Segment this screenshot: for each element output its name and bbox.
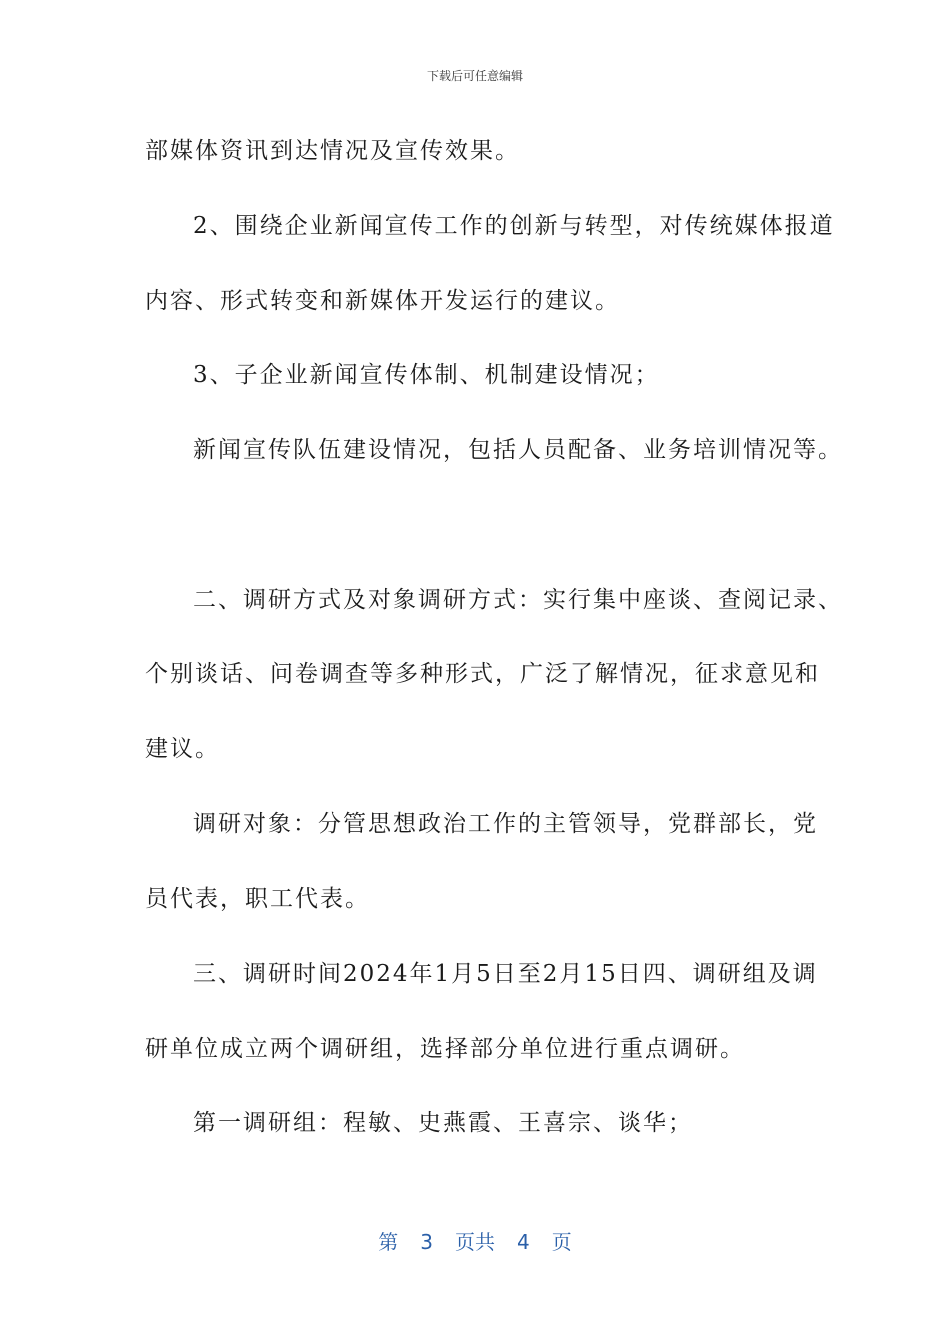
body-line: 研单位成立两个调研组，选择部分单位进行重点调研。 [145, 1036, 745, 1062]
footer-middle: 页共 [455, 1230, 495, 1254]
header-note: 下载后可任意编辑 [426, 69, 523, 83]
footer-total-pages: 4 [517, 1230, 530, 1254]
body-line: 三、调研时间2024年1月5日至2月15日四、调研组及调 [193, 961, 818, 987]
body-line: 第一调研组：程敏、史燕霞、王喜宗、谈华； [193, 1110, 693, 1136]
body-line: 员代表，职工代表。 [145, 886, 370, 912]
body-line: 新闻宣传队伍建设情况，包括人员配备、业务培训情况等。 [193, 437, 843, 463]
body-line: 个别谈话、问卷调查等多种形式，广泛了解情况，征求意见和 [145, 661, 820, 687]
page-footer [0, 1226, 950, 1255]
body-line: 二、调研方式及对象调研方式：实行集中座谈、查阅记录、 [193, 587, 843, 613]
footer-prefix: 第 [378, 1230, 399, 1254]
body-line: 调研对象：分管思想政治工作的主管领导，党群部长，党 [193, 811, 818, 837]
body-line: 建议。 [145, 736, 220, 762]
body-line: 2、围绕企业新闻宣传工作的创新与转型，对传统媒体报道 [193, 213, 835, 239]
footer-current-page: 3 [420, 1230, 433, 1254]
body-line: 3、子企业新闻宣传体制、机制建设情况； [193, 362, 660, 388]
body-line: 部媒体资讯到达情况及宣传效果。 [145, 138, 520, 164]
body-line: 内容、形式转变和新媒体开发运行的建议。 [145, 288, 620, 314]
footer-suffix: 页 [551, 1230, 572, 1254]
